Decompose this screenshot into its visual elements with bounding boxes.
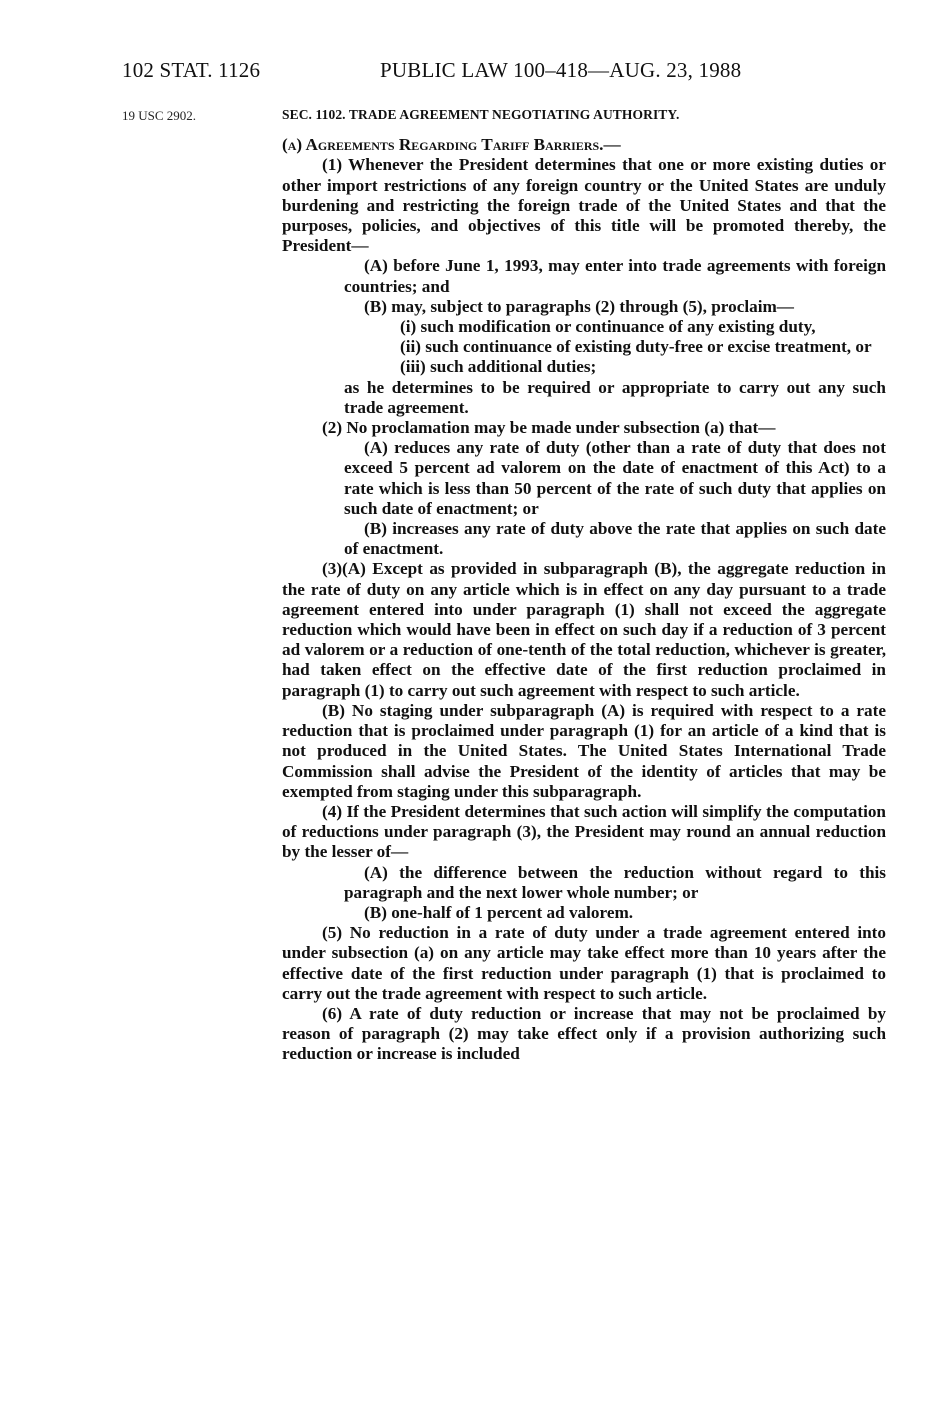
- subsection-a-heading-text: (a) Agreements Regarding Tariff Barriers.—: [282, 135, 621, 155]
- subsection-a-heading: [282, 135, 886, 155]
- paragraph-4: (4) If the President determines that such action will simplify the computation of reductions under paragraph (3), the President may round an annual reduction by the lesser of—: [282, 801, 886, 862]
- paragraph-4-B: (B) one-half of 1 percent ad valorem.: [364, 902, 634, 922]
- paragraph-1-B-i: (i) such modification or continuance of any existing duty,: [400, 317, 816, 337]
- paragraph-1-B: (B) may, subject to paragraphs (2) through (5), proclaim—: [364, 296, 794, 316]
- section-heading: SEC. 1102. TRADE AGREEMENT NEGOTIATING AUTHORITY.: [282, 107, 680, 122]
- paragraph-5: (5) No reduction in a rate of duty under a trade agreement entered into under subsection (a) on any article may take effect more than 10 years after the effective date of the first reduction under paragraph (1) that is proclaimed to carry out the trade agreement with respect to such article.: [282, 923, 886, 1003]
- paragraph-2-B: (B) increases any rate of duty above the rate that applies on such date of enactment.: [344, 519, 886, 559]
- usc-margin-note: 19 USC 2902.: [122, 108, 197, 123]
- paragraph-3-A: (3)(A) Except as provided in subparagraph (B), the aggregate reduction in the rate of duty on any article which is in effect on any day pursuant to a trade agreement entered into under paragraph (1) shall not exceed the aggregate reduction which would have been in effect on such day if a reduction of 3 percent ad valorem or a reduction of one-tenth of the total reduction, whichever is greater, had taken effect on the effective date of the first reduction proclaimed in paragraph (1) to carry out such agreement with respect to such article.: [282, 559, 886, 700]
- paragraph-1-A: (A) before June 1, 1993, may enter into trade agreements with foreign countries; and: [344, 256, 886, 296]
- section-body: [282, 105, 886, 1065]
- paragraph-2-A: (A) reduces any rate of duty (other than a rate of duty that does not exceed 5 percent ad valorem on the date of enactment of this Act) to a rate which is less than 50 percent of the rate of such duty that applies on such date of enactment; or: [344, 438, 886, 518]
- paragraph-1-B-ii: (ii) such continuance of existing duty-free or excise treatment, or: [400, 337, 872, 357]
- paragraph-3-B: (B) No staging under subparagraph (A) is required with respect to a rate reduction that is proclaimed under paragraph (1) for an article of a kind that is not produced in the United States. The United States International Trade Commission shall advise the President of the identity of articles that may be exempted from staging under this subparagraph.: [282, 700, 886, 801]
- paragraph-1-tail: as he determines to be required or appropriate to carry out any such trade agreement.: [344, 377, 886, 417]
- paragraph-2: (2) No proclamation may be made under subsection (a) that—: [322, 418, 776, 438]
- paragraph-1: (1) Whenever the President determines that one or more existing duties or other import restrictions of any foreign country or the United States are unduly burdening and restricting the foreign trade of the United States and that the purposes, policies, and objectives of this title will be promoted thereby, the President—: [282, 155, 886, 256]
- stat-reference: 102 STAT. 1126: [122, 58, 261, 82]
- paragraph-4-A: (A) the difference between the reduction without regard to this paragraph and the next lower whole number; or: [344, 862, 886, 902]
- law-title: PUBLIC LAW 100–418—AUG. 23, 1988: [380, 58, 742, 82]
- paragraph-1-B-iii: (iii) such additional duties;: [400, 357, 597, 377]
- paragraph-6: (6) A rate of duty reduction or increase that may not be proclaimed by reason of paragraph (2) may take effect only if a provision authorizing such reduction or increase is included: [282, 1003, 886, 1064]
